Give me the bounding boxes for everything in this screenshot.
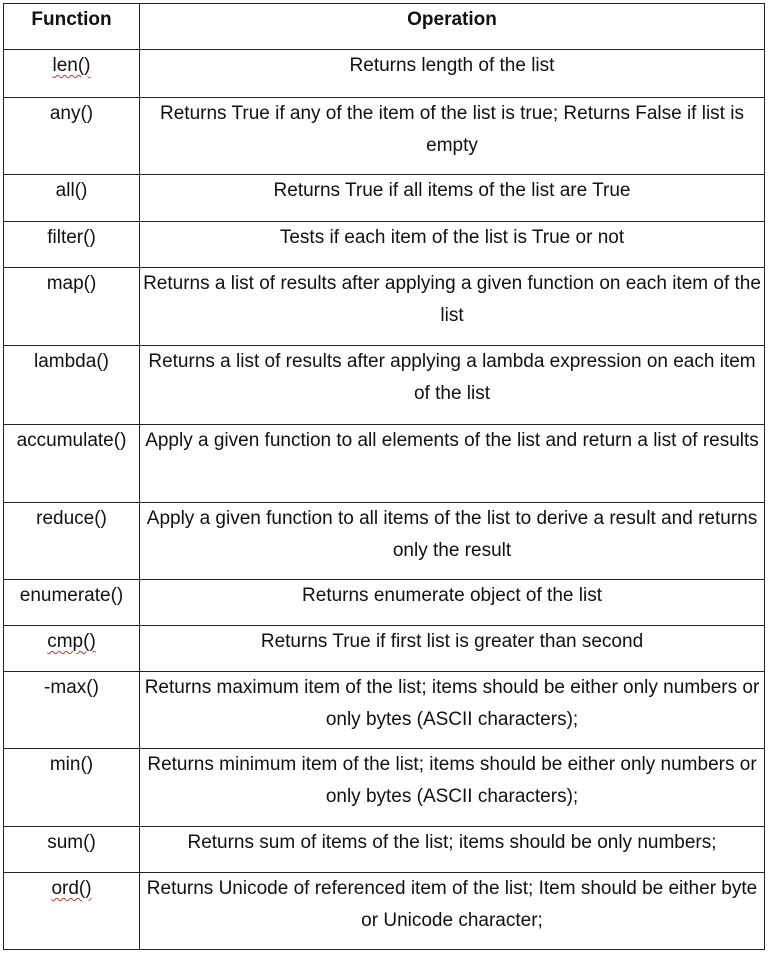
operation-cell: Returns True if any of the item of the list is true; Returns False if list is empty: [140, 98, 765, 175]
operation-cell: Returns True if all items of the list are True: [140, 175, 765, 222]
table-row: [4, 580, 765, 626]
table-row: [4, 50, 765, 98]
function-cell: [4, 626, 140, 672]
function-cell: [4, 50, 140, 98]
table-row: [4, 503, 765, 580]
function-cell: map(): [4, 268, 140, 346]
header-operation: Operation: [140, 4, 765, 50]
table-row: [4, 268, 765, 346]
operation-cell: Returns minimum item of the list; items should be either only numbers or only bytes (ASCII characters);: [140, 749, 765, 827]
operation-cell: Returns length of the list: [140, 50, 765, 98]
operation-cell: Returns a list of results after applying a given function on each item of the list: [140, 268, 765, 346]
table-row: [4, 346, 765, 425]
operation-cell: Returns Unicode of referenced item of the list; Item should be either byte or Unicode character;: [140, 873, 765, 950]
function-cell: any(): [4, 98, 140, 175]
function-name: cmp(): [47, 631, 96, 652]
operation-cell: Returns sum of items of the list; items should be only numbers;: [140, 827, 765, 873]
function-cell: enumerate(): [4, 580, 140, 626]
function-cell: -max(): [4, 672, 140, 749]
table-row: [4, 98, 765, 175]
function-name: len(): [52, 55, 91, 76]
operation-cell: Returns maximum item of the list; items should be either only numbers or only bytes (ASCII characters);: [140, 672, 765, 749]
operation-cell: Returns enumerate object of the list: [140, 580, 765, 626]
operation-cell: Returns a list of results after applying a lambda expression on each item of the list: [140, 346, 765, 425]
function-table: [3, 3, 765, 950]
table-row: [4, 626, 765, 672]
function-cell: lambda(): [4, 346, 140, 425]
header-function: Function: [4, 4, 140, 50]
table-row: [4, 222, 765, 268]
table-row: [4, 175, 765, 222]
table-row: [4, 672, 765, 749]
function-cell: accumulate(): [4, 425, 140, 503]
function-cell: all(): [4, 175, 140, 222]
operation-cell: Tests if each item of the list is True or not: [140, 222, 765, 268]
function-cell: [4, 873, 140, 950]
table-row: [4, 873, 765, 950]
table-row: [4, 425, 765, 503]
function-cell: reduce(): [4, 503, 140, 580]
table-row: [4, 749, 765, 827]
table-row: [4, 827, 765, 873]
header-row: [4, 4, 765, 50]
function-name: ord(): [51, 878, 92, 899]
operation-cell: Returns True if first list is greater than second: [140, 626, 765, 672]
function-cell: sum(): [4, 827, 140, 873]
function-cell: min(): [4, 749, 140, 827]
operation-cell: Apply a given function to all items of the list to derive a result and returns only the result: [140, 503, 765, 580]
operation-cell: Apply a given function to all elements of the list and return a list of results: [140, 425, 765, 503]
function-cell: filter(): [4, 222, 140, 268]
